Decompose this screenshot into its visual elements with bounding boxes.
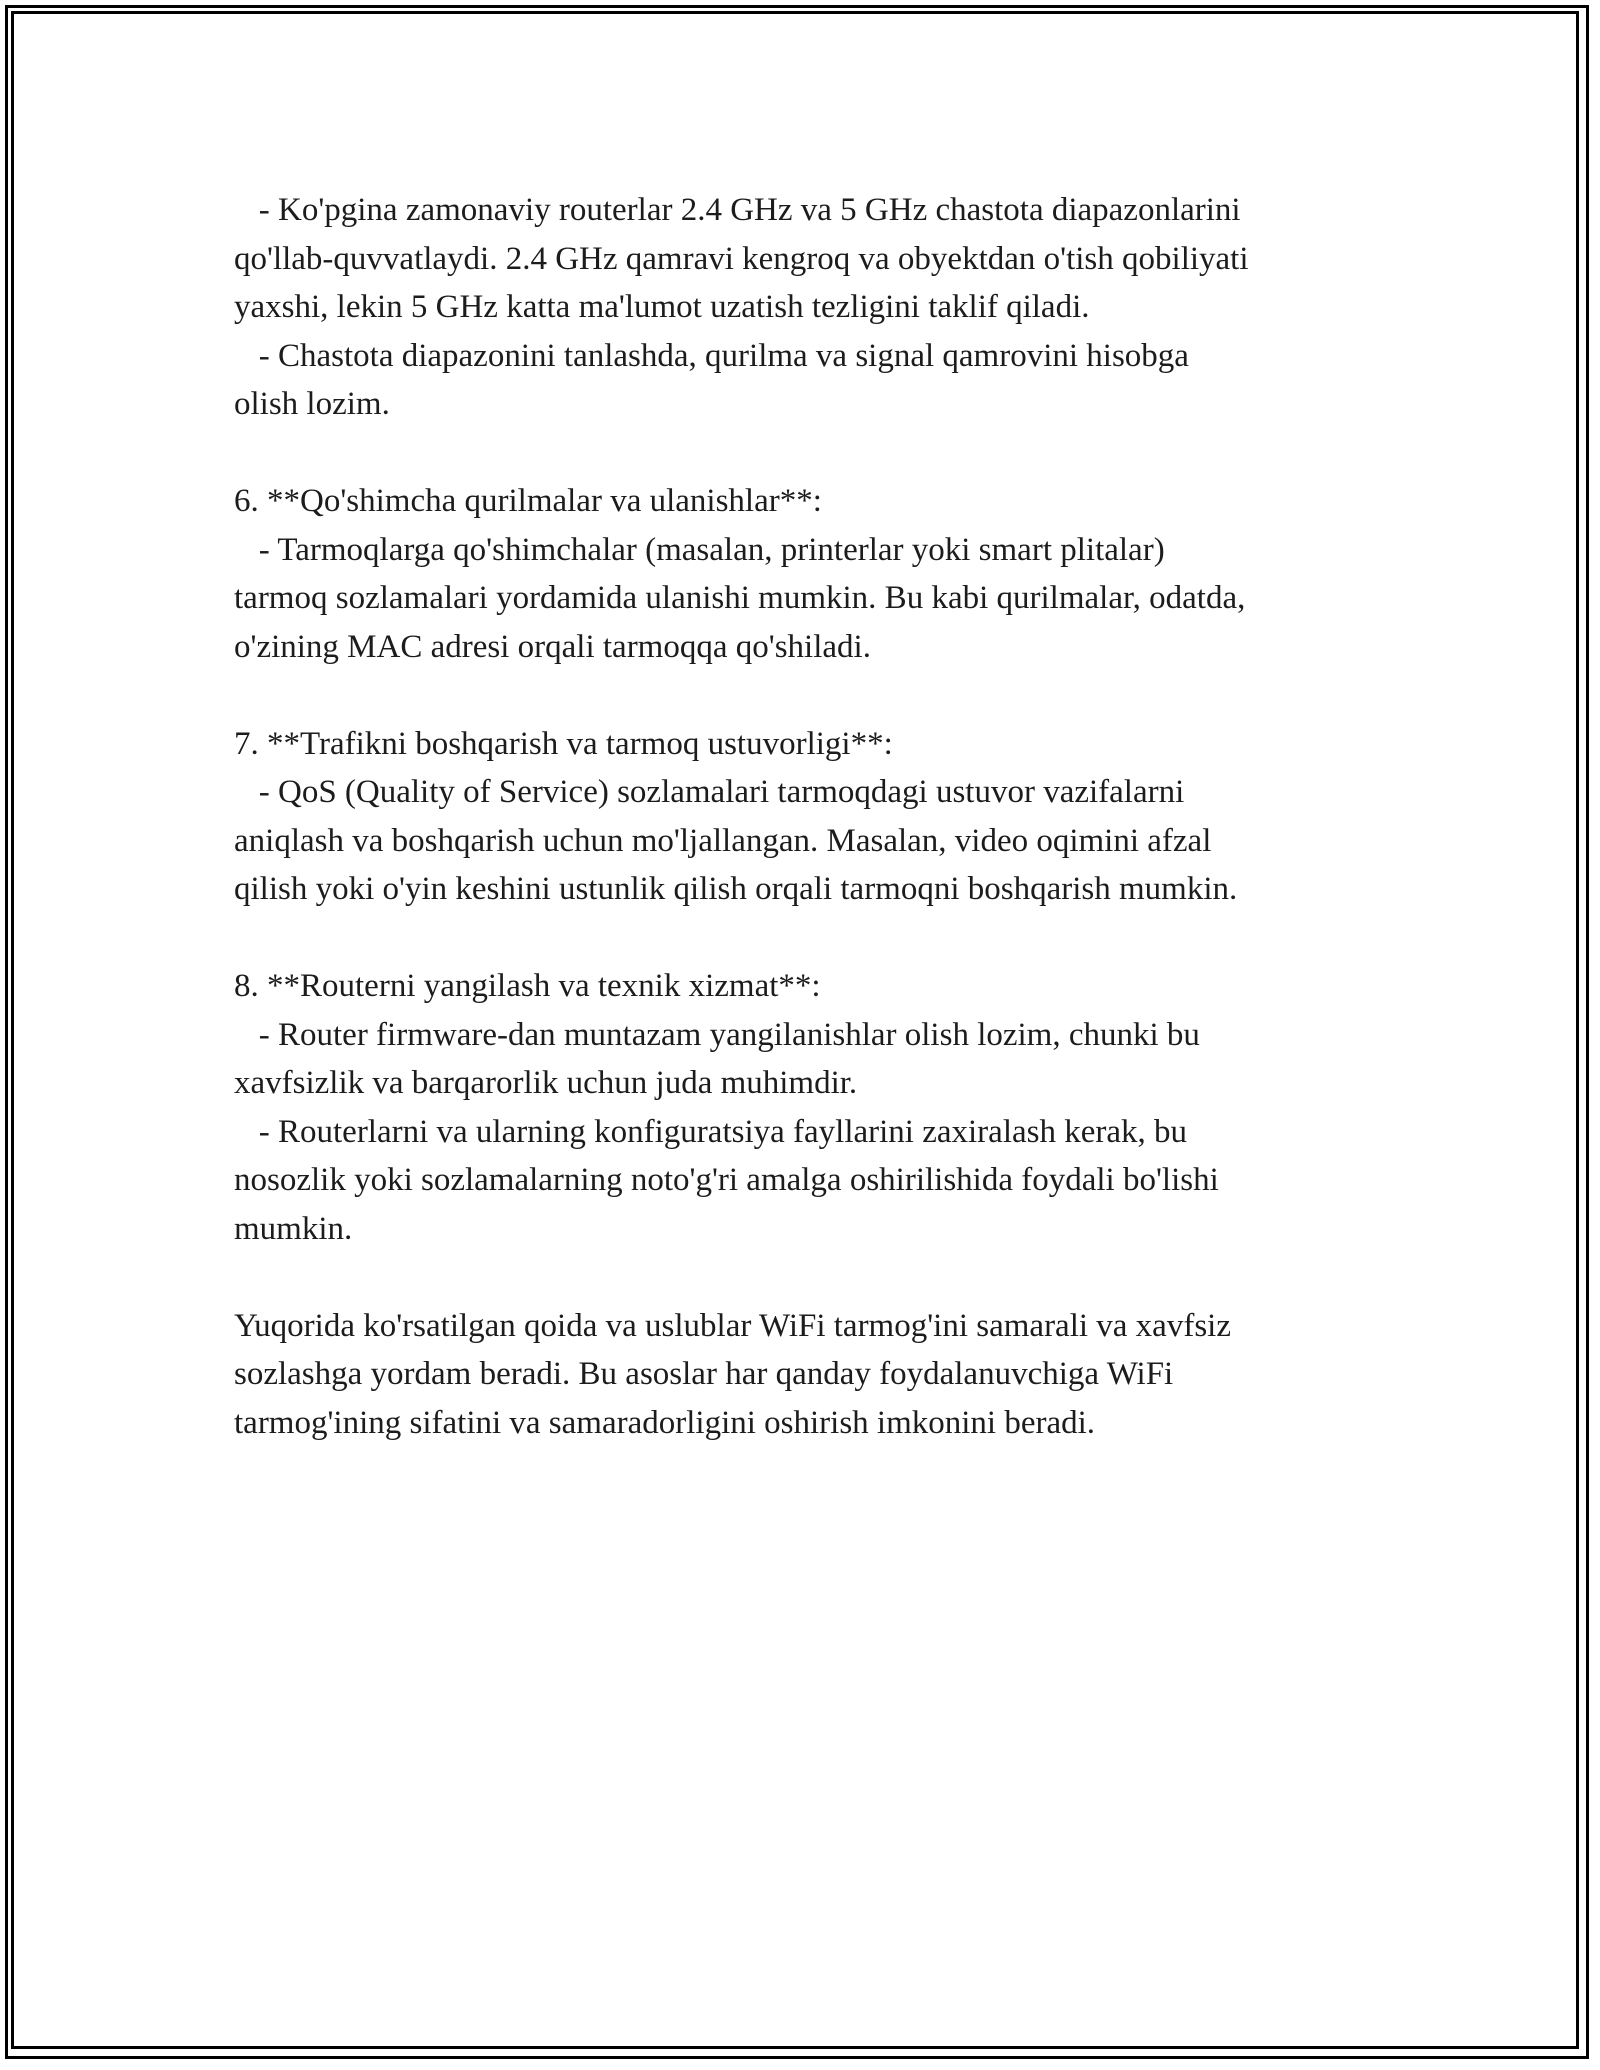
conclusion-line: tarmog'ining sifatini va samaradorligini oshirish imkonini beradi. [234,1404,1096,1441]
text-line: xavfsizlik va barqarorlik uchun juda muhimdir. [234,1065,858,1101]
text-line: - Routerlarni va ularning konfiguratsiya fayllarini zaxiralash kerak, bu [234,1113,1188,1150]
section-heading: 7. **Trafikni boshqarish va tarmoq ustuvorligi**: [234,725,893,762]
text-line: mumkin. [234,1210,353,1247]
text-line: o'zining MAC adresi orqali tarmoqqa qo'shiladi. [234,628,871,665]
text-line: - Router firmware-dan muntazam yangilanishlar olish lozim, chunki bu [234,1016,1200,1053]
paragraph-gap [234,1253,1364,1302]
text-line: qo'llab-quvvatlaydi. 2.4 GHz qamravi kengroq va obyektdan o'tish qobiliyati [234,240,1249,277]
text-line: yaxshi, lekin 5 GHz katta ma'lumot uzatish tezligini taklif qiladi. [234,289,1090,325]
paragraph-gap [234,914,1364,963]
text-line: - Ko'pgina zamonaviy routerlar 2.4 GHz va 5 GHz chastota diapazonlarini [234,192,1241,228]
conclusion-line: sozlashga yordam beradi. Bu asoslar har qanday foydalanuvchiga WiFi [234,1356,1174,1392]
text-line: tarmoq sozlamalari yordamida ulanishi mumkin. Bu kabi qurilmalar, odatda, [234,580,1246,616]
text-line: - QoS (Quality of Service) sozlamalari tarmoqdagi ustuvor vazifalarni [234,774,1185,810]
section-heading: 8. **Routerni yangilash va texnik xizmat**: [234,968,821,1004]
text-line: nosozlik yoki sozlamalarning noto'g'ri amalga oshirilishida foydali bo'lishi [234,1162,1219,1198]
document-body [234,186,1364,1447]
text-line: - Chastota diapazonini tanlashda, qurilma va signal qamrovini hisobga [234,337,1189,374]
text-line: - Tarmoqlarga qo'shimchalar (masalan, printerlar yoki smart plitalar) [234,531,1165,568]
section-heading: 6. **Qo'shimcha qurilmalar va ulanishlar**: [234,483,822,519]
text-line: olish lozim. [234,386,390,422]
text-line: qilish yoki o'yin keshini ustunlik qilish orqali tarmoqni boshqarish mumkin. [234,871,1238,907]
conclusion-line: Yuqorida ko'rsatilgan qoida va uslublar WiFi tarmog'ini samarali va xavfsiz [234,1307,1231,1344]
paragraph-gap [234,429,1364,478]
text-line: aniqlash va boshqarish uchun mo'ljallangan. Masalan, video oqimini afzal [234,822,1212,859]
paragraph-gap [234,671,1364,720]
